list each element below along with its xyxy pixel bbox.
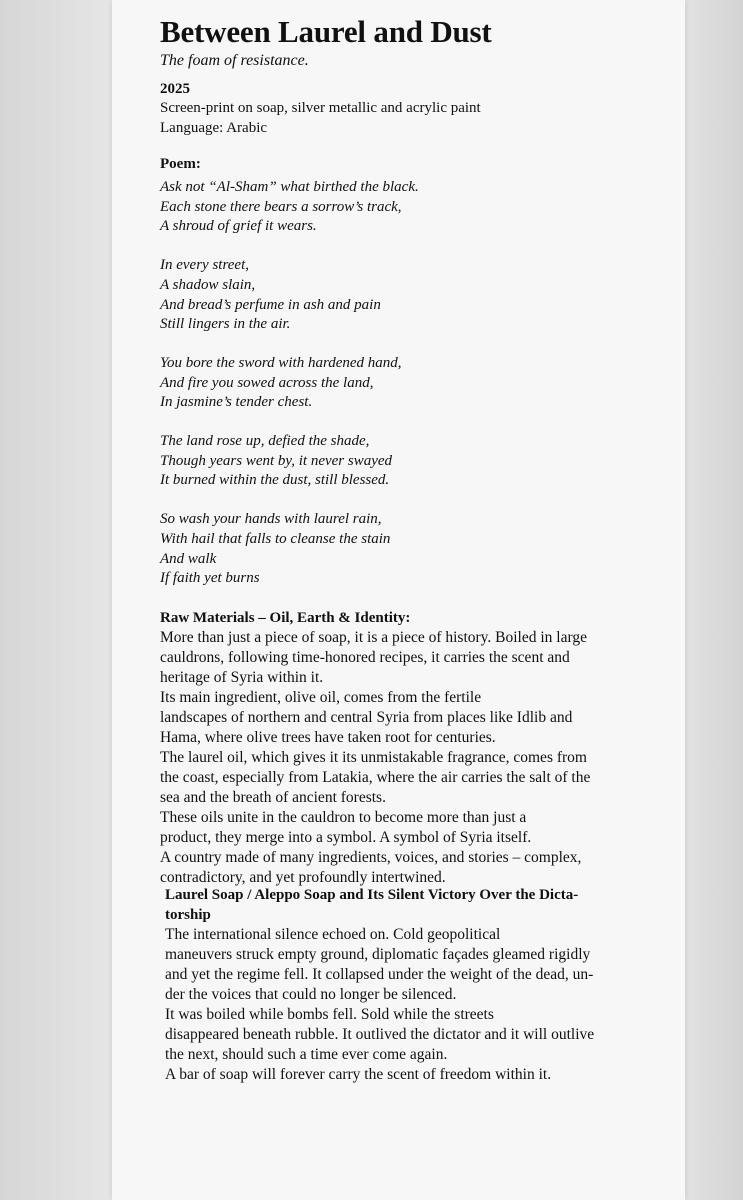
laurel-soap-line: maneuvers struck empty ground, diplomatic façades gleamed rigidly [165, 946, 591, 963]
poem-line: Each stone there bears a sorrow’s track, [160, 198, 402, 215]
panel-content [160, 12, 660, 888]
wall-right [685, 0, 743, 1200]
poem-line: And bread’s perfume in ash and pain [160, 296, 381, 313]
raw-materials-line: Hama, where olive trees have taken root for centuries. [160, 728, 496, 746]
poem-stanza [160, 178, 660, 237]
artwork-language: Language: Arabic [160, 120, 268, 136]
poem-line: Though years went by, it never swayed [160, 452, 393, 469]
poem-stanza [160, 256, 660, 335]
laurel-soap-line: the next, should such a time ever come again. [165, 1046, 448, 1063]
raw-materials-line: Its main ingredient, olive oil, comes from the fertile [160, 688, 482, 706]
poem-line: If faith yet burns [160, 570, 260, 587]
raw-materials-line: product, they merge into a symbol. A symbol of Syria itself. [160, 828, 532, 846]
laurel-soap-heading: Laurel Soap / Aleppo Soap and Its Silent Victory Over the Dicta- [165, 887, 579, 903]
laurel-soap-line: der the voices that could no longer be silenced. [165, 986, 457, 1003]
laurel-soap-line: The international silence echoed on. Cold geopolitical [165, 926, 501, 943]
poem-line: So wash your hands with laurel rain, [160, 511, 382, 528]
raw-materials-line: A country made of many ingredients, voices, and stories – complex, [160, 848, 582, 866]
poem-line: The land rose up, defied the shade, [160, 433, 370, 450]
raw-materials-line: heritage of Syria within it. [160, 668, 324, 686]
raw-materials-section [160, 608, 660, 888]
poem-stanza [160, 354, 660, 413]
raw-materials-line: sea and the breath of ancient forests. [160, 788, 386, 806]
poem-line: Still lingers in the air. [160, 316, 291, 333]
laurel-soap-line: disappeared beneath rubble. It outlived the dictator and it will outlive [165, 1026, 595, 1043]
laurel-soap-line: It was boiled while bombs fell. Sold while the streets [165, 1006, 494, 1023]
laurel-soap-line: and yet the regime fell. It collapsed under the weight of the dead, un- [165, 966, 594, 983]
raw-materials-line: contradictory, and yet profoundly intertwined. [160, 868, 446, 886]
poem-line: And walk [160, 550, 217, 567]
poem-line: In every street, [160, 257, 249, 274]
raw-materials-line: These oils unite in the cauldron to become more than just a [160, 808, 527, 826]
laurel-soap-line: A bar of soap will forever carry the scent of freedom within it. [165, 1066, 552, 1083]
artwork-subtitle: The foam of resistance. [160, 52, 309, 69]
poem [160, 178, 660, 589]
raw-materials-line: the coast, especially from Latakia, where the air carries the salt of the [160, 768, 591, 786]
poem-line: And fire you sowed across the land, [160, 374, 374, 391]
raw-materials-heading: Raw Materials – Oil, Earth & Identity: [160, 609, 411, 626]
poem-stanza [160, 432, 660, 491]
raw-materials-line: cauldrons, following time-honored recipes, it carries the scent and [160, 648, 570, 666]
wall-left [0, 0, 112, 1200]
laurel-soap-section [165, 885, 625, 1085]
wall-text-panel [112, 0, 685, 1200]
artwork-medium: Screen-print on soap, silver metallic and acrylic paint [160, 100, 481, 116]
poem-line: With hail that falls to cleanse the stain [160, 530, 391, 547]
laurel-soap-heading-cont: torship [165, 907, 211, 923]
raw-materials-line: landscapes of northern and central Syria from places like Idlib and [160, 708, 573, 726]
artwork-title: Between Laurel and Dust [160, 14, 492, 49]
poem-line: It burned within the dust, still blessed. [160, 472, 390, 489]
poem-line: A shroud of grief it wears. [160, 218, 317, 235]
poem-line: A shadow slain, [160, 276, 256, 293]
poem-line: Ask not “Al-Sham” what birthed the black. [160, 179, 419, 195]
poem-heading: Poem: [160, 156, 201, 172]
raw-materials-line: More than just a piece of soap, it is a piece of history. Boiled in large [160, 628, 587, 646]
artwork-year: 2025 [160, 81, 190, 97]
poem-line: You bore the sword with hardened hand, [160, 354, 402, 371]
poem-stanza [160, 510, 660, 589]
raw-materials-line: The laurel oil, which gives it its unmistakable fragrance, comes from [160, 748, 587, 766]
poem-line: In jasmine’s tender chest. [160, 394, 313, 411]
